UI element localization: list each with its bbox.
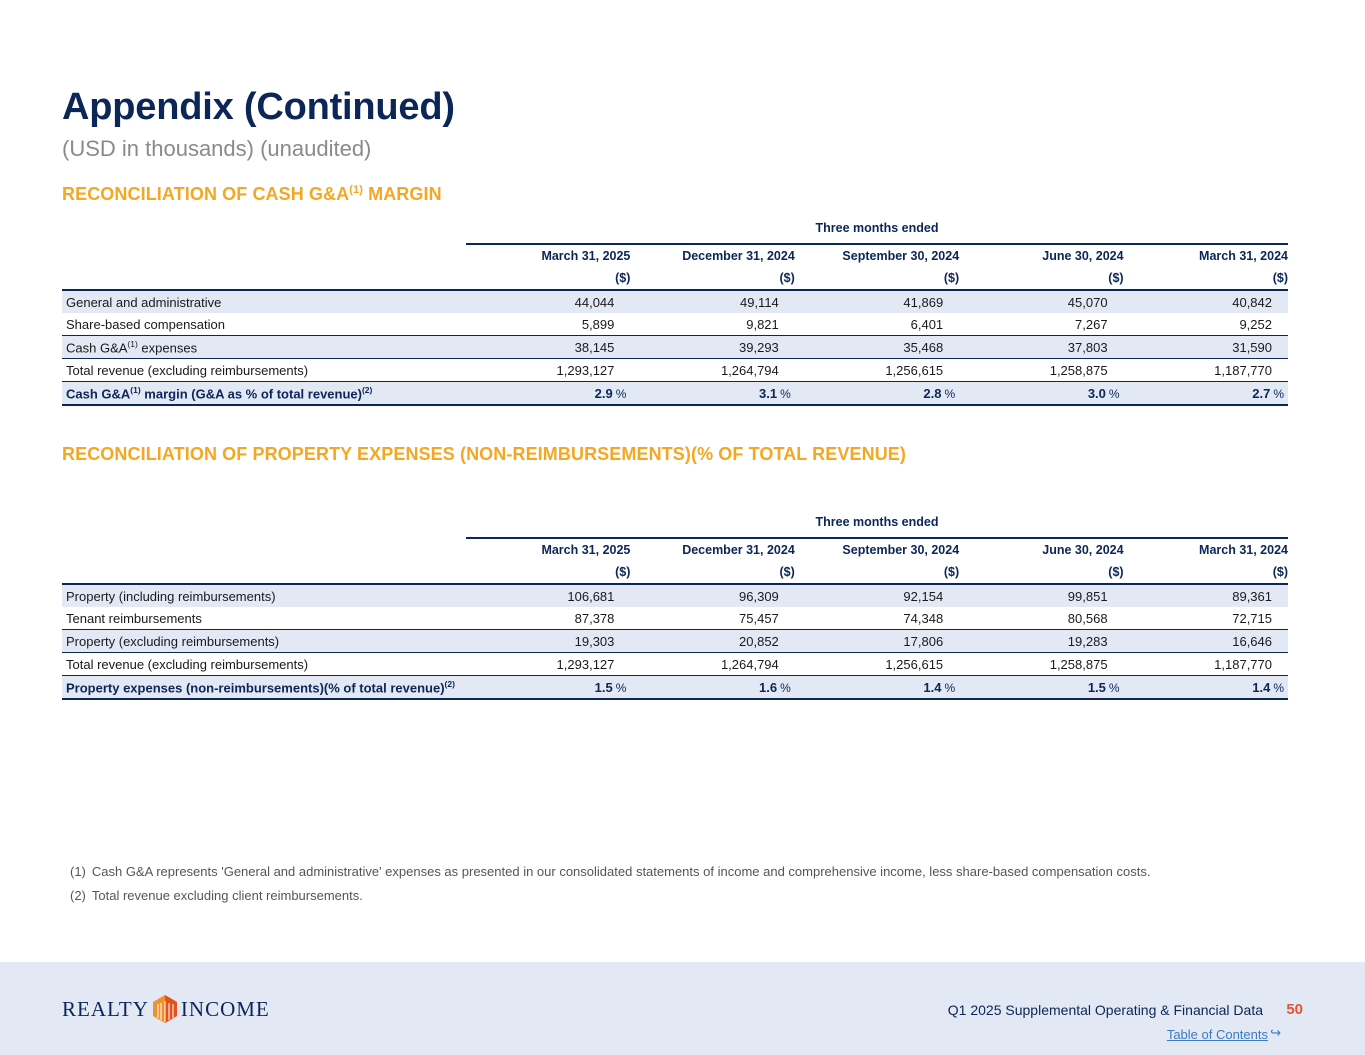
cell-value: 1,293,127 [466, 359, 630, 382]
cell-value: 3.0 % [959, 382, 1123, 406]
section-title-cash-ga: RECONCILIATION OF CASH $G\&A^{(1)}$ MARGIN [62, 184, 442, 204]
column-header: December 31, 2024 [682, 249, 795, 263]
cell-value: 1,293,127 [466, 653, 630, 676]
column-header: September 30, 2024 [842, 543, 960, 557]
logo-mark-icon [152, 994, 178, 1024]
cell-value: 1,256,615 [795, 359, 959, 382]
document-title: Q1 2025 Supplemental Operating & Financial Data [947, 1002, 1263, 1018]
cell-value: 49,114 [630, 290, 794, 313]
row-label: General and administrative [62, 290, 466, 313]
cell-value: 1,187,770 [1124, 359, 1288, 382]
cell-value: 106,681 [466, 584, 630, 607]
cell-value: 3.1 % [630, 382, 794, 406]
page-number: 50 [1286, 1001, 1303, 1018]
unit-header: ($) [943, 565, 960, 579]
page-title: Appendix (Continued) [62, 86, 455, 128]
cell-value: 87,378 [574, 610, 615, 626]
table-row [62, 630, 1288, 653]
cell-value: 1,258,875 [959, 653, 1123, 676]
cell-value: 38,145 [466, 336, 630, 359]
cell-value: 92,154 [795, 584, 959, 607]
cell-value: 72,715 [1232, 610, 1272, 626]
cell-value: 39,293 [630, 336, 794, 359]
cell-value: 99,851 [959, 584, 1123, 607]
cell-value: 1.5 % [466, 676, 630, 700]
row-label: Property expenses (non-reimbursements)(% of total revenue)$^{(2)}$ [62, 676, 466, 700]
table-of-contents-link[interactable]: Table of Contents [1166, 1027, 1268, 1042]
total-row [62, 382, 1288, 406]
cell-value: 16,646 [1124, 630, 1288, 653]
cell-value: 1,256,615 [795, 653, 959, 676]
footnotes [70, 860, 1150, 908]
cell-value: 2.8 % [795, 382, 959, 406]
cell-value: 1.6 % [630, 676, 794, 700]
cell-value: 1,187,770 [1124, 653, 1288, 676]
cash-ga-table [62, 221, 1288, 406]
cell-value: 1.4 % [795, 676, 959, 700]
row-label: Share-based compensation [66, 316, 225, 332]
cell-value: 74,348 [903, 610, 944, 626]
cell-value: 1,264,794 [630, 653, 794, 676]
cell-value: 44,044 [466, 290, 630, 313]
cell-value: 75,457 [739, 610, 779, 626]
unit-header: ($) [1108, 271, 1124, 285]
unit-header: ($) [615, 271, 631, 285]
property-expenses-table [62, 515, 1288, 700]
column-header: March 31, 2025 [541, 249, 631, 263]
cell-value: 89,361 [1124, 584, 1288, 607]
cell-value: 37,803 [959, 336, 1123, 359]
table-row [62, 336, 1288, 359]
table-row [62, 607, 1288, 630]
cell-value: 7,267 [1075, 316, 1108, 332]
table-row [62, 290, 1288, 313]
column-header: June 30, 2024 [1042, 543, 1124, 557]
footnote: (1) Cash G&A represents 'General and administrative' expenses as presented in our consolidated statements of income and comprehensive income, less share-based compensation costs. [70, 864, 1151, 879]
cell-value: 19,283 [959, 630, 1123, 653]
column-header: September 30, 2024 [842, 249, 960, 263]
cell-value: 6,401 [910, 316, 944, 332]
column-header: March 31, 2025 [541, 543, 631, 557]
table-row [62, 653, 1288, 676]
footer [0, 962, 1365, 1055]
cell-value: 9,252 [1239, 316, 1272, 332]
section-title-property-expenses: RECONCILIATION OF PROPERTY EXPENSES (NON-REIMBURSEMENTS)(% OF TOTAL REVENUE) [62, 444, 906, 464]
cell-value: 20,852 [630, 630, 794, 653]
row-label: Property (including reimbursements) [62, 584, 466, 607]
group-header: Three months ended [466, 221, 1288, 244]
row-label: Cash G&A$^{(1)}$ margin (G&A as % of total revenue)$^{(2)}$ [62, 382, 466, 406]
footnote: (2) Total revenue excluding client reimbursements. [70, 888, 363, 903]
total-row [62, 676, 1288, 700]
column-header: December 31, 2024 [682, 543, 795, 557]
page-subtitle: (USD in thousands) (unaudited) [62, 136, 372, 161]
row-label: Property (excluding reimbursements) [62, 630, 466, 653]
cell-value: 1,264,794 [630, 359, 794, 382]
cell-value: 5,899 [581, 316, 615, 332]
unit-header: ($) [943, 271, 960, 285]
cell-value: 19,303 [466, 630, 630, 653]
cell-value: 1.4 % [1124, 676, 1288, 700]
row-label: Total revenue (excluding reimbursements) [62, 359, 466, 382]
cell-value: 2.7 % [1124, 382, 1288, 406]
realty-income-logo: REALTY INCOME [62, 993, 270, 1025]
unit-header: ($) [615, 565, 631, 579]
cell-value: 17,806 [795, 630, 959, 653]
table-row [62, 313, 1288, 336]
cell-value: 31,590 [1124, 336, 1288, 359]
cell-value: 35,468 [795, 336, 959, 359]
cell-value: 45,070 [959, 290, 1123, 313]
unit-header: ($) [1272, 271, 1288, 285]
cell-value: 80,568 [1067, 610, 1108, 626]
cell-value: 1.5 % [959, 676, 1123, 700]
table-row [62, 359, 1288, 382]
table-row [62, 584, 1288, 607]
unit-header: ($) [779, 565, 795, 579]
cell-value: 2.9 % [466, 382, 630, 406]
cell-value: 96,309 [630, 584, 794, 607]
column-header: June 30, 2024 [1042, 249, 1124, 263]
return-arrow-icon[interactable]: ↪ [1270, 1025, 1281, 1040]
unit-header: ($) [779, 271, 795, 285]
cell-value: 41,869 [795, 290, 959, 313]
cell-value: 1,258,875 [959, 359, 1123, 382]
column-header: March 31, 2024 [1199, 249, 1288, 263]
group-header: Three months ended [466, 515, 1288, 538]
column-header: March 31, 2024 [1199, 543, 1288, 557]
row-label: Total revenue (excluding reimbursements) [62, 653, 466, 676]
unit-header: ($) [1272, 565, 1288, 579]
unit-header: ($) [1108, 565, 1124, 579]
cell-value: 9,821 [746, 316, 779, 332]
cell-value: 40,842 [1124, 290, 1288, 313]
row-label: Cash G&A$^{(1)}$ expenses [62, 336, 466, 359]
row-label: Tenant reimbursements [66, 610, 202, 626]
